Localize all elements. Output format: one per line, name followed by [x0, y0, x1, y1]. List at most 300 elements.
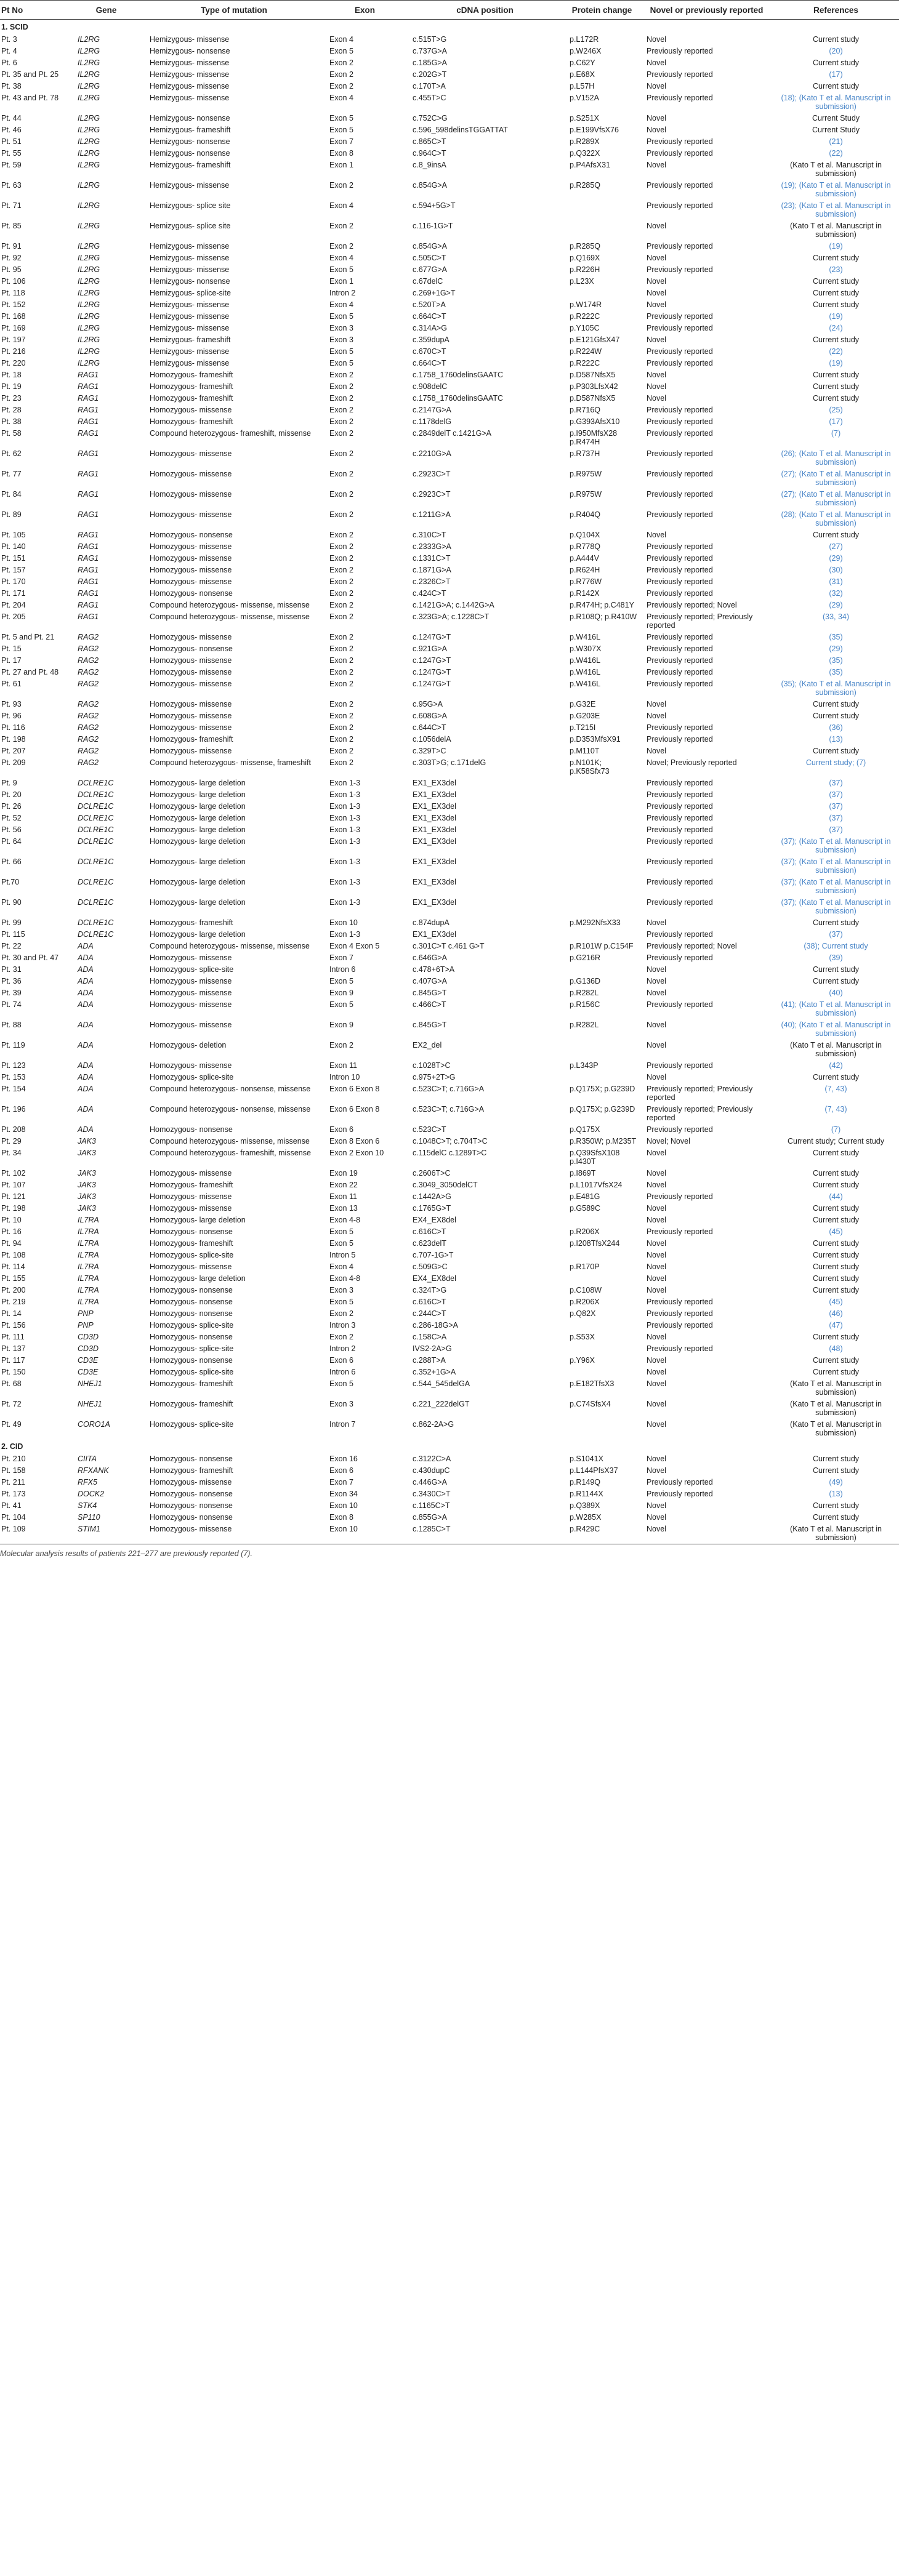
cell-exon: Exon 2 — [329, 222, 353, 230]
cell-patient-id: Pt. 102 — [1, 1169, 26, 1178]
cell-mutation-type: Homozygous- missense — [150, 1262, 232, 1271]
cell-protein-change: p.S1041X — [570, 1455, 603, 1463]
header-references: References — [773, 1, 899, 20]
cell-patient-id: Pt. 46 — [1, 126, 22, 134]
cell-exon: Exon 2 — [329, 758, 353, 767]
cell-cdna-position: c.975+2T>G — [413, 1073, 456, 1081]
cell-patient-id: Pt.70 — [1, 878, 20, 886]
cell-novelty: Previously reported — [647, 825, 713, 834]
cell-exon: Exon 1-3 — [329, 802, 361, 811]
cell-references: Current Study — [812, 114, 860, 122]
cell-gene: DOCK2 — [78, 1490, 105, 1498]
cell-references: (33, 34) — [822, 612, 850, 621]
table-row — [0, 699, 899, 710]
cell-novelty: Previously reported — [647, 70, 713, 79]
cell-mutation-type: Homozygous- missense — [150, 1000, 232, 1009]
cell-cdna-position: c.329T>C — [413, 747, 446, 755]
cell-novelty: Previously reported — [647, 802, 713, 811]
cell-mutation-type: Homozygous- missense — [150, 723, 232, 732]
table-row — [0, 1308, 899, 1320]
cell-mutation-type: Compound heterozygous- frameshift, missense — [150, 1149, 311, 1157]
cell-exon: Intron 6 — [329, 1368, 356, 1376]
cell-exon: Exon 16 — [329, 1455, 358, 1463]
cell-novelty: Novel — [647, 1169, 666, 1178]
cell-references: (47) — [829, 1321, 843, 1330]
cell-gene: IL2RG — [78, 47, 100, 55]
cell-patient-id: Pt. 117 — [1, 1356, 25, 1365]
cell-mutation-type: Homozygous- missense — [150, 953, 232, 962]
cell-exon: Exon 2 — [329, 747, 353, 755]
table-row — [0, 1512, 899, 1523]
cell-gene: DCLRE1C — [78, 814, 114, 822]
cell-novelty: Novel — [647, 58, 666, 67]
cell-references: (36) — [829, 723, 843, 732]
cell-exon: Exon 2 — [329, 735, 353, 744]
cell-exon: Exon 4 — [329, 35, 353, 44]
cell-novelty: Novel — [647, 1513, 666, 1522]
cell-mutation-type: Homozygous- large deletion — [150, 779, 246, 787]
cell-patient-id: Pt. 39 — [1, 989, 22, 997]
cell-patient-id: Pt. 116 — [1, 723, 25, 732]
cell-protein-change: p.C74SfsX4 — [570, 1400, 611, 1408]
cell-gene: IL2RG — [78, 201, 100, 210]
table-row — [0, 34, 899, 46]
table-row — [0, 757, 899, 777]
table-row — [0, 643, 899, 655]
cell-exon: Exon 2 — [329, 242, 353, 251]
cell-mutation-type: Compound heterozygous- frameshift, missense — [150, 429, 311, 438]
cell-mutation-type: Hemizygous- missense — [150, 181, 230, 190]
cell-cdna-position: c.594+5G>T — [413, 201, 456, 210]
table-row — [0, 1488, 899, 1500]
cell-patient-id: Pt. 29 — [1, 1137, 22, 1146]
cell-novelty: Novel — [647, 222, 666, 230]
cell-gene: DCLRE1C — [78, 857, 114, 866]
cell-exon: Exon 7 — [329, 953, 353, 962]
cell-gene: RAG2 — [78, 656, 99, 665]
cell-patient-id: Pt. 157 — [1, 566, 26, 574]
cell-exon: Exon 5 — [329, 1227, 353, 1236]
cell-protein-change: p.W285X — [570, 1513, 602, 1522]
table-row — [0, 69, 899, 81]
cell-cdna-position: c.854G>A — [413, 181, 447, 190]
cell-exon: Exon 3 — [329, 324, 353, 332]
cell-exon: Exon 5 — [329, 312, 353, 321]
section-header-row — [0, 1439, 899, 1453]
cell-protein-change — [563, 877, 640, 897]
cell-gene: ADA — [78, 1000, 94, 1009]
cell-novelty: Novel — [647, 989, 666, 997]
cell-references: Current study — [812, 747, 860, 755]
cell-exon: Exon 2 — [329, 394, 353, 403]
cell-mutation-type: Homozygous- frameshift — [150, 382, 233, 391]
cell-patient-id: Pt. 36 — [1, 977, 22, 985]
cell-cdna-position: EX1_EX3del — [413, 802, 456, 811]
cell-cdna-position: c.1056delA — [413, 735, 451, 744]
cell-gene: DCLRE1C — [78, 918, 114, 927]
cell-patient-id: Pt. 64 — [1, 837, 22, 846]
cell-protein-change — [563, 1366, 640, 1378]
cell-gene: ADA — [78, 1061, 94, 1070]
cell-cdna-position: c.67delC — [413, 277, 443, 286]
cell-mutation-type: Homozygous- splice-site — [150, 1368, 234, 1376]
cell-gene: IL2RG — [78, 347, 100, 356]
cell-gene: IL2RG — [78, 35, 100, 44]
cell-novelty: Novel — [647, 1216, 666, 1224]
cell-protein-change: p.G32E — [570, 700, 596, 708]
cell-novelty: Novel — [647, 700, 666, 708]
table-row — [0, 1179, 899, 1191]
cell-mutation-type: Homozygous- nonsense — [150, 1125, 233, 1134]
table-row — [0, 1214, 899, 1226]
table-row — [0, 393, 899, 404]
cell-references: Current study — [812, 1251, 860, 1259]
cell-cdna-position: EX1_EX3del — [413, 825, 456, 834]
cell-mutation-type: Homozygous- missense — [150, 1478, 232, 1487]
cell-novelty: Previously reported — [647, 242, 713, 251]
cell-references: Current study — [812, 1333, 860, 1341]
cell-protein-change: p.Y96X — [570, 1356, 595, 1365]
cell-protein-change — [563, 1214, 640, 1226]
cell-gene: DCLRE1C — [78, 790, 114, 799]
cell-gene: IL7RA — [78, 1262, 99, 1271]
table-row — [0, 1398, 899, 1419]
cell-novelty: Previously reported — [647, 312, 713, 321]
cell-mutation-type: Homozygous- missense — [150, 1525, 232, 1533]
cell-novelty: Novel; Novel — [647, 1137, 690, 1146]
cell-gene: STIM1 — [78, 1525, 100, 1533]
cell-exon: Intron 2 — [329, 1344, 356, 1353]
cell-references: (27); (Kato T et al. Manuscript in submission) — [781, 470, 891, 487]
table-row — [0, 220, 899, 241]
cell-protein-change — [563, 1072, 640, 1083]
cell-gene: ADA — [78, 1073, 94, 1081]
table-row — [0, 124, 899, 136]
cell-cdna-position: c.1421G>A; c.1442G>A — [413, 601, 494, 609]
cell-gene: JAK3 — [78, 1192, 96, 1201]
cell-novelty: Novel — [647, 1356, 666, 1365]
cell-references: Current study — [812, 1368, 860, 1376]
cell-references: (38); Current study — [804, 942, 868, 950]
cell-mutation-type: Homozygous- missense — [150, 656, 232, 665]
cell-mutation-type: Compound heterozygous- missense, missense — [150, 1137, 310, 1146]
cell-gene: DCLRE1C — [78, 898, 114, 907]
cell-protein-change: p.A444V — [570, 554, 599, 563]
cell-patient-id: Pt. 16 — [1, 1227, 22, 1236]
cell-protein-change: p.E121GfsX47 — [570, 335, 620, 344]
cell-patient-id: Pt. 3 — [1, 35, 17, 44]
cell-exon: Exon 5 — [329, 265, 353, 274]
cell-references: Current study — [812, 1073, 860, 1081]
cell-gene: DCLRE1C — [78, 837, 114, 846]
cell-references: (20) — [829, 47, 843, 55]
cell-patient-id: Pt. 169 — [1, 324, 26, 332]
cell-novelty: Novel — [647, 35, 666, 44]
table-row — [0, 722, 899, 734]
cell-gene: IL2RG — [78, 82, 100, 90]
table-row — [0, 1296, 899, 1308]
cell-mutation-type: Homozygous- missense — [150, 1169, 232, 1178]
cell-references: Current study — [812, 277, 860, 286]
cell-cdna-position: EX1_EX3del — [413, 779, 456, 787]
cell-protein-change: p.R224W — [570, 347, 602, 356]
cell-mutation-type: Homozygous- missense — [150, 406, 232, 414]
cell-gene: IL2RG — [78, 242, 100, 251]
table-row — [0, 999, 899, 1019]
cell-cdna-position: c.596_598delinsTGGATTAT — [413, 126, 508, 134]
cell-mutation-type: Homozygous- large deletion — [150, 857, 246, 866]
cell-patient-id: Pt. 150 — [1, 1368, 26, 1376]
cell-mutation-type: Homozygous- missense — [150, 449, 232, 458]
table-row — [0, 81, 899, 92]
table-row — [0, 976, 899, 987]
cell-protein-change: p.W416L — [570, 633, 601, 641]
cell-references: (17) — [829, 417, 843, 426]
cell-protein-change: p.W174R — [570, 300, 602, 309]
cell-novelty: Novel — [647, 1041, 666, 1049]
cell-cdna-position: c.314A>G — [413, 324, 447, 332]
cell-mutation-type: Homozygous- frameshift — [150, 394, 233, 403]
cell-mutation-type: Homozygous- nonsense — [150, 1501, 233, 1510]
cell-novelty: Novel — [647, 712, 666, 720]
table-row — [0, 1273, 899, 1285]
cell-patient-id: Pt. 115 — [1, 930, 25, 939]
cell-patient-id: Pt. 207 — [1, 747, 26, 755]
cell-gene: JAK3 — [78, 1149, 96, 1157]
cell-cdna-position: c.664C>T — [413, 359, 446, 367]
cell-mutation-type: Homozygous- large deletion — [150, 790, 246, 799]
cell-cdna-position: c.855G>A — [413, 1513, 447, 1522]
cell-mutation-type: Hemizygous- frameshift — [150, 126, 231, 134]
cell-exon: Exon 1 — [329, 277, 353, 286]
cell-mutation-type: Hemizygous- missense — [150, 82, 230, 90]
cell-references: (13) — [829, 735, 843, 744]
cell-exon: Exon 5 — [329, 1239, 353, 1248]
cell-novelty: Previously reported — [647, 1125, 713, 1134]
cell-protein-change: p.R778Q — [570, 542, 601, 551]
table-row — [0, 1040, 899, 1060]
cell-protein-change: p.Q175X — [570, 1125, 600, 1134]
cell-cdna-position: c.286-18G>A — [413, 1321, 459, 1330]
cell-cdna-position: c.2147G>A — [413, 406, 451, 414]
cell-novelty: Previously reported — [647, 790, 713, 799]
cell-patient-id: Pt. 99 — [1, 918, 22, 927]
table-row — [0, 1523, 899, 1544]
cell-novelty: Previously reported — [647, 723, 713, 732]
cell-patient-id: Pt. 43 and Pt. 78 — [1, 94, 59, 102]
cell-exon: Exon 2 — [329, 680, 353, 688]
table-row — [0, 448, 899, 468]
cell-references: (37) — [829, 779, 843, 787]
cell-novelty: Novel — [647, 254, 666, 262]
cell-patient-id: Pt. 111 — [1, 1333, 25, 1341]
cell-protein-change: p.G216R — [570, 953, 601, 962]
cell-references: Current study — [812, 531, 860, 539]
cell-mutation-type: Homozygous- large deletion — [150, 814, 246, 822]
cell-patient-id: Pt. 107 — [1, 1181, 26, 1189]
cell-novelty: Previously reported; Previously reported — [647, 1085, 753, 1102]
cell-references: (21) — [829, 137, 843, 146]
cell-references: (29) — [829, 601, 843, 609]
cell-exon: Intron 2 — [329, 289, 356, 297]
cell-patient-id: Pt. 71 — [1, 201, 22, 210]
cell-gene: ADA — [78, 977, 94, 985]
cell-novelty: Previously reported — [647, 633, 713, 641]
cell-cdna-position: c.1765G>T — [413, 1204, 451, 1213]
cell-mutation-type: Hemizygous- missense — [150, 70, 230, 79]
cell-gene: ADA — [78, 942, 94, 950]
cell-references: (27); (Kato T et al. Manuscript in submission) — [781, 490, 891, 507]
cell-gene: RAG1 — [78, 589, 99, 598]
cell-references: Current study — [812, 712, 860, 720]
cell-references: (24) — [829, 324, 843, 332]
cell-cdna-position: c.509G>C — [413, 1262, 448, 1271]
cell-cdna-position: c.3049_3050delCT — [413, 1181, 478, 1189]
cell-exon: Exon 2 — [329, 429, 353, 438]
cell-mutation-type: Homozygous- nonsense — [150, 1286, 233, 1294]
cell-gene: RAG1 — [78, 490, 99, 499]
cell-gene: RAG2 — [78, 633, 99, 641]
cell-mutation-type: Homozygous- frameshift — [150, 735, 233, 744]
cell-gene: JAK3 — [78, 1204, 96, 1213]
cell-patient-id: Pt. 204 — [1, 601, 26, 609]
cell-cdna-position: c.324T>G — [413, 1286, 447, 1294]
cell-cdna-position: c.616C>T — [413, 1227, 446, 1236]
cell-novelty: Previously reported — [647, 94, 713, 102]
cell-patient-id: Pt. 51 — [1, 137, 22, 146]
cell-exon: Exon 8 — [329, 149, 353, 158]
cell-novelty: Previously reported — [647, 857, 713, 866]
cell-protein-change: p.R975W — [570, 490, 602, 499]
cell-exon: Exon 9 — [329, 1021, 353, 1029]
header-novel-or-reported: Novel or previously reported — [640, 1, 773, 20]
cell-novelty: Novel — [647, 289, 666, 297]
cell-patient-id: Pt. 173 — [1, 1490, 26, 1498]
cell-references: Current study — [812, 1204, 860, 1213]
cell-references: Current study — [812, 1262, 860, 1271]
cell-mutation-type: Hemizygous- nonsense — [150, 137, 230, 146]
cell-gene: RAG1 — [78, 531, 99, 539]
table-row — [0, 813, 899, 824]
table-row — [0, 346, 899, 358]
cell-gene: RAG2 — [78, 747, 99, 755]
cell-patient-id: Pt. 106 — [1, 277, 26, 286]
cell-patient-id: Pt. 210 — [1, 1455, 26, 1463]
cell-gene: RAG2 — [78, 735, 99, 744]
table-row — [0, 180, 899, 200]
cell-references: (19) — [829, 242, 843, 251]
cell-novelty: Previously reported — [647, 1309, 713, 1318]
cell-patient-id: Pt. 35 and Pt. 25 — [1, 70, 59, 79]
cell-patient-id: Pt. 170 — [1, 577, 26, 586]
cell-mutation-type: Homozygous- splice-site — [150, 1073, 234, 1081]
cell-references: Current study — [812, 1149, 860, 1157]
cell-gene: IL2RG — [78, 181, 100, 190]
cell-references: (Kato T et al. Manuscript in submission) — [790, 222, 882, 239]
cell-gene: IL2RG — [78, 359, 100, 367]
cell-protein-change: p.R285Q — [570, 242, 601, 251]
cell-protein-change: p.R149Q — [570, 1478, 601, 1487]
cell-patient-id: Pt. 20 — [1, 790, 22, 799]
cell-novelty: Previously reported — [647, 1344, 713, 1353]
cell-references: (37) — [829, 825, 843, 834]
cell-exon: Exon 10 — [329, 1501, 358, 1510]
cell-gene: DCLRE1C — [78, 802, 114, 811]
cell-protein-change — [563, 824, 640, 836]
cell-protein-change: p.G393AfsX10 — [570, 417, 620, 426]
table-row — [0, 1250, 899, 1261]
cell-cdna-position: c.116-1G>T — [413, 222, 453, 230]
cell-novelty: Previously reported — [647, 644, 713, 653]
cell-protein-change: p.R282L — [570, 1021, 599, 1029]
cell-protein-change — [563, 964, 640, 976]
cell-novelty: Previously reported — [647, 878, 713, 886]
cell-protein-change: p.N101K; p.K58Sfx73 — [570, 758, 610, 776]
cell-mutation-type: Homozygous- missense — [150, 577, 232, 586]
table-row — [0, 897, 899, 917]
cell-gene: CD3E — [78, 1368, 99, 1376]
cell-gene: DCLRE1C — [78, 878, 114, 886]
cell-references: Current study — [812, 1356, 860, 1365]
cell-exon: Exon 8 Exon 6 — [329, 1137, 380, 1146]
cell-references: (17) — [829, 70, 843, 79]
cell-protein-change: p.C108W — [570, 1286, 602, 1294]
section-title: 1. SCID — [1, 23, 28, 31]
table-row — [0, 1453, 899, 1465]
cell-patient-id: Pt. 88 — [1, 1021, 22, 1029]
cell-protein-change: p.R776W — [570, 577, 602, 586]
cell-cdna-position: c.288T>A — [413, 1356, 446, 1365]
cell-patient-id: Pt. 58 — [1, 429, 22, 438]
cell-exon: Exon 2 — [329, 382, 353, 391]
cell-novelty: Previously reported; Novel — [647, 942, 737, 950]
cell-patient-id: Pt. 95 — [1, 265, 22, 274]
cell-protein-change: p.R222C — [570, 312, 600, 321]
cell-cdna-position: c.523C>T; c.716G>A — [413, 1085, 485, 1093]
cell-cdna-position: c.845G>T — [413, 1021, 447, 1029]
cell-exon: Exon 3 — [329, 335, 353, 344]
cell-mutation-type: Homozygous- missense — [150, 542, 232, 551]
cell-novelty: Novel — [647, 1525, 666, 1533]
cell-protein-change: p.Q104X — [570, 531, 600, 539]
cell-exon: Exon 4-8 — [329, 1274, 361, 1283]
cell-mutation-type: Homozygous- large deletion — [150, 878, 246, 886]
cell-mutation-type: Hemizygous- missense — [150, 312, 230, 321]
cell-protein-change: p.T215I — [570, 723, 596, 732]
table-row — [0, 745, 899, 757]
table-row — [0, 264, 899, 276]
cell-exon: Exon 5 — [329, 47, 353, 55]
cell-exon: Exon 1-3 — [329, 898, 361, 907]
table-row — [0, 92, 899, 113]
cell-protein-change — [563, 801, 640, 813]
cell-mutation-type: Hemizygous- nonsense — [150, 47, 230, 55]
cell-exon: Exon 2 — [329, 656, 353, 665]
cell-patient-id: Pt. 84 — [1, 490, 22, 499]
cell-mutation-type: Compound heterozygous- missense, frameshift — [150, 758, 311, 767]
cell-cdna-position: c.115delC c.1289T>C — [413, 1149, 487, 1157]
cell-exon: Exon 2 — [329, 1309, 353, 1318]
cell-exon: Exon 1 — [329, 161, 353, 169]
cell-protein-change: p.W307X — [570, 644, 602, 653]
cell-references: (19) — [829, 312, 843, 321]
cell-exon: Intron 5 — [329, 1251, 356, 1259]
cell-references: (45) — [829, 1227, 843, 1236]
cell-gene: IL7RA — [78, 1227, 99, 1236]
cell-protein-change — [563, 836, 640, 856]
cell-patient-id: Pt. 9 — [1, 779, 17, 787]
cell-patient-id: Pt. 31 — [1, 965, 22, 974]
